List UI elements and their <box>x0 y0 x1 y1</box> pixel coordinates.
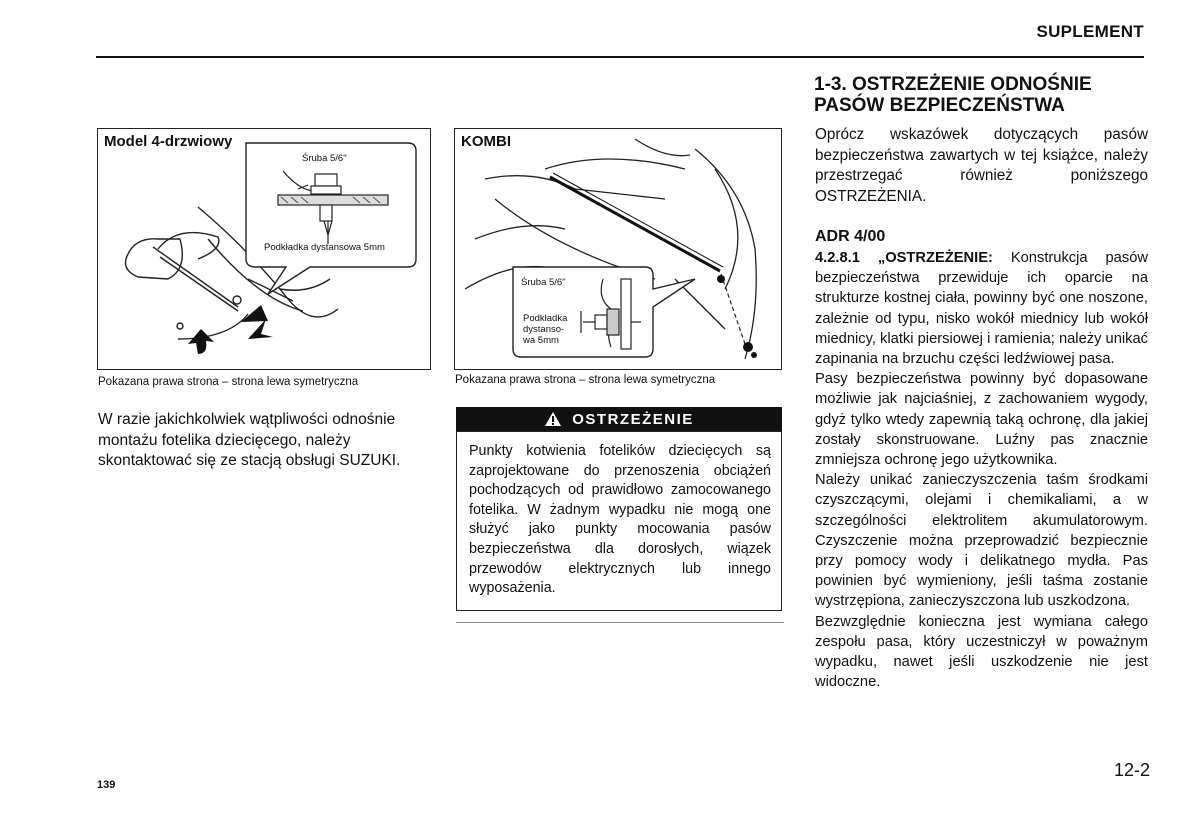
intro-paragraph: Oprócz wskazówek dotyczących pasów bezpieczeństwa zawartych w tej książce, należy przestrzegać również poniższego OSTRZEŻENIA. <box>815 126 1148 205</box>
warning-body-text: Punkty kotwienia fotelików dziecięcych są zaprojektowane do przenoszenia obciążeń pochodzących od prawidłowo zamocowanego fotelika. W żadnym wypadku nie mogą one służyć jako punkty mocowania pasów bezpieczeństwa dla dorosłych, wiązek przewodów elektrycznych lub innego wyposażenia. <box>456 431 782 611</box>
callout-bolt-label: Śruba 5/6" <box>521 277 566 288</box>
adr-heading: ADR 4/00 <box>815 228 886 245</box>
figure-sedan <box>97 128 431 370</box>
seatbelt-warning-text <box>815 248 1148 692</box>
figure-label-sedan: Model 4-drzwiowy <box>104 133 236 150</box>
figure-kombi <box>454 128 782 370</box>
section-title <box>814 74 1154 116</box>
section-title-line2: PASÓW BEZPIECZEŃSTWA <box>814 95 1065 116</box>
paragraph-fit: Pasy bezpieczeństwa powinny być dopasowane możliwie jak najciaśniej, z zachowaniem wygody, gdyż tylko wtedy zapewnią taką ochronę, dla jakiej zostały skonstruowane. Luźny pas znacznie zmniejsza ochronę jego użytkownika. <box>815 371 1148 469</box>
paragraph-replacement: Bezwzględnie konieczna jest wymiana całego zespołu pasa, który uczestniczył w poważnym wypadku, nawet jeśli uszkodzenie nie jest widoczne. <box>815 613 1148 691</box>
section-header-title: SUPLEMENT <box>1036 22 1144 41</box>
callout-washer-label-line3: wa 5mm <box>523 335 559 346</box>
callout-washer-label-line2: dystanso- <box>523 324 565 335</box>
warning-title-bar <box>456 407 782 431</box>
page-number-section: 12-2 <box>1113 760 1150 780</box>
clause-text: Konstrukcja pasów bezpieczeństwa przewiduje ich oparcie na strukturze kostnej ciała, powinny być one noszone, zależnie od typu, nisko wokół miednicy lub wokół miednicy, klatki piersiowej i ramienia; należy unikać zapinania na brzuchu części ledźwiowej pasa. <box>815 250 1148 368</box>
warning-triangle-icon <box>544 411 562 427</box>
figure-caption-kombi: Pokazana prawa strona – strona lewa symetryczna <box>455 374 716 386</box>
divider <box>456 622 784 623</box>
callout-washer-label: Podkładka dystansowa 5mm <box>264 242 385 253</box>
paragraph-cleaning: Należy unikać zanieczyszczenia taśm środkami czyszczącymi, olejami i chemikaliami, a w szczególności elektrolitem akumulatorowym. Czyszczenie można przeprowadzić bezpiecznie przy pomocy wody i delikatnego mydła. Pas powinien być wymieniony, jeśli taśma zostanie wystrzępiona, zanieczyszczona lub uszkodzona. <box>815 472 1148 610</box>
figure-label-kombi: KOMBI <box>461 133 515 150</box>
page-number: 139 <box>97 779 116 791</box>
figure-caption-sedan: Pokazana prawa strona – strona lewa symetryczna <box>98 376 359 388</box>
section-title-line1: 1-3. OSTRZEŻENIE ODNOŚNIE <box>814 74 1092 95</box>
clause-label: 4.2.8.1 „OSTRZEŻENIE: <box>815 250 993 266</box>
child-seat-contact-paragraph: W razie jakichkolwiek wątpliwości odnośnie montażu fotelika dziecięcego, należy skontaktować się ze stacją obsługi SUZUKI. <box>98 411 401 469</box>
kombi-anchor-illustration <box>455 129 781 369</box>
clause-paragraph <box>815 248 1148 369</box>
warning-title: OSTRZEŻENIE <box>572 410 694 428</box>
arrow-icon <box>248 319 273 339</box>
header-rule <box>96 56 1144 58</box>
callout-washer-label-line1: Podkładka <box>523 313 568 324</box>
callout-bolt-label: Śruba 5/6" <box>302 153 347 164</box>
